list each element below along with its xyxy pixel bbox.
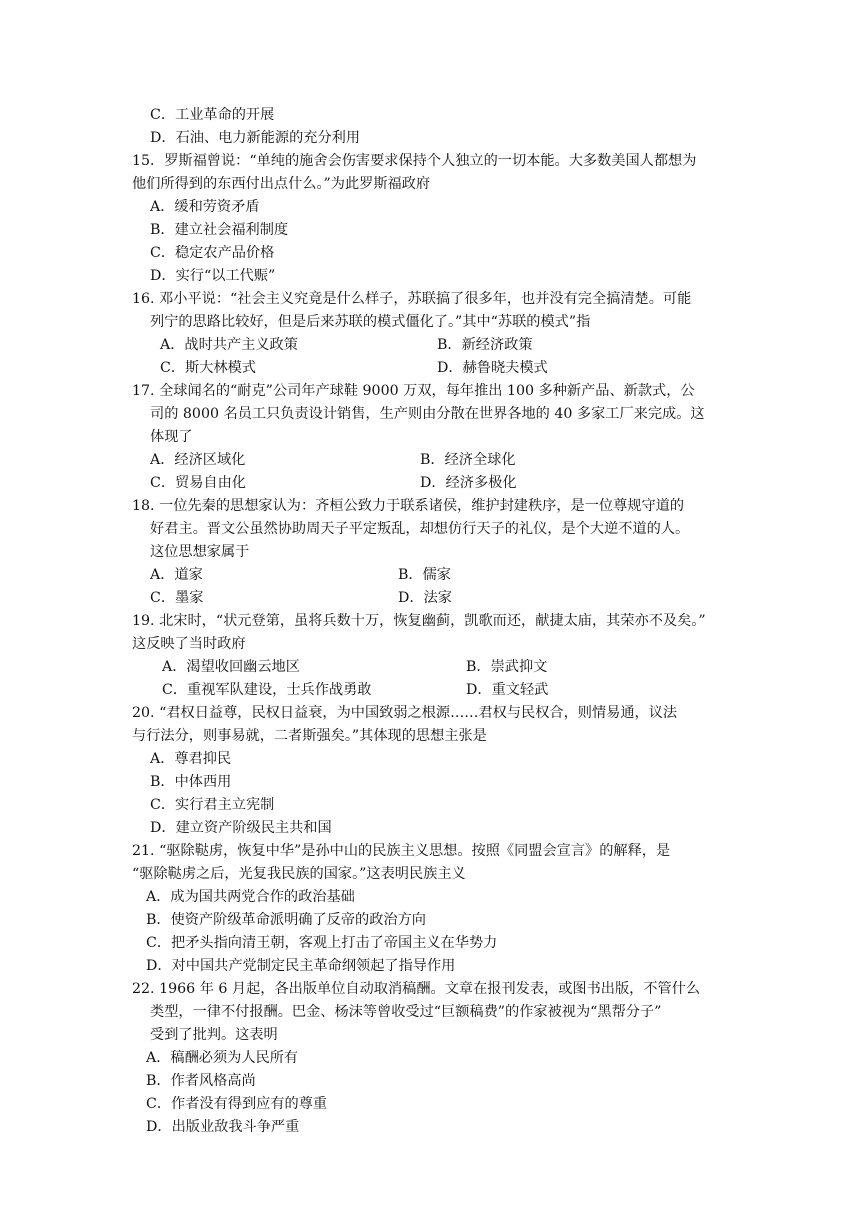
question-15-option-c: C．稳定农产品价格	[150, 245, 275, 261]
question-16-option-a: A．战时共产主义政策	[160, 337, 298, 353]
question-17-option-b: B．经济全球化	[420, 452, 516, 468]
question-21-option-b: B．使资产阶级革命派明确了反帝的政治方向	[146, 912, 426, 928]
question-21-option-d: D．对中国共产党制定民主革命纲领起了指导作用	[146, 958, 456, 974]
question-16-option-c: C．斯大林模式	[160, 360, 256, 376]
question-22-stem: 22. 1966 年 6 月起，各出版单位自动取消稿酬。文章在报刊发表，或图书出版，不管什么	[132, 981, 701, 997]
question-19-option-c: C．重视军队建设，士兵作战勇敢	[162, 682, 372, 698]
question-18-option-d: D．法家	[398, 590, 452, 606]
question-21-option-a: A．成为国共两党合作的政治基础	[146, 889, 355, 905]
question-16-option-d: D．赫鲁晓夫模式	[437, 360, 548, 376]
question-19-option-b: B．崇武抑文	[466, 659, 548, 675]
question-15-option-b: B．建立社会福利制度	[150, 222, 289, 238]
question-18-option-b: B．儒家	[398, 567, 451, 583]
question-22-option-d: D．出版业敌我斗争严重	[146, 1119, 300, 1135]
question-20-option-a: A．尊君抑民	[150, 751, 232, 767]
question-15-stem: 他们所得到的东西付出点什么。”为此罗斯福政府	[132, 176, 431, 192]
question-20-stem: 20. “君权日益尊，民权日益衰，为中国致弱之根源……君权与民权合，则情易通，议法	[132, 705, 678, 721]
question-18-option-a: A．道家	[150, 567, 203, 583]
question-17-stem: 17. 全球闻名的“耐克”公司年产球鞋 9000 万双，每年推出 100 多种新产品、新款式，公	[132, 383, 695, 399]
question-22-stem: 类型，一律不付报酬。巴金、杨沫等曾收受过“巨额稿费”的作家被视为“黑帮分子”	[150, 1004, 662, 1020]
question-21-stem: “驱除鞑虏之后，光复我民族的国家。”这表明民族主义	[132, 866, 466, 882]
question-21-stem: 21. “驱除鞑虏，恢复中华”是孙中山的民族主义思想。按照《同盟会宣言》的解释，是	[132, 843, 671, 859]
question-18-stem: 这位思想家属于	[150, 544, 250, 560]
question-22-stem: 受到了批判。这表明	[150, 1027, 278, 1043]
question-22-option-c: C．作者没有得到应有的尊重	[146, 1096, 328, 1112]
question-17-option-d: D．经济多极化	[420, 475, 517, 491]
question-16-option-b: B．新经济政策	[437, 337, 533, 353]
question-17-option-c: C．贸易自由化	[150, 475, 246, 491]
question-20-option-d: D．建立资产阶级民主共和国	[150, 820, 332, 836]
option-line: D．石油、电力新能源的充分利用	[150, 130, 361, 146]
question-19-option-a: A．渴望收回幽云地区	[162, 659, 300, 675]
question-18-stem: 18. 一位先秦的思想家认为：齐桓公致力于联系诸侯，维护封建秩序，是一位尊规守道的	[132, 498, 685, 514]
question-18-option-c: C．墨家	[150, 590, 204, 606]
question-16-stem: 16. 邓小平说：“社会主义究竟是什么样子，苏联搞了很多年，也并没有完全搞清楚。可能	[132, 291, 692, 307]
option-line: C．工业革命的开展	[150, 107, 275, 123]
question-19-option-d: D．重文轻武	[466, 682, 549, 698]
question-17-stem: 体现了	[150, 429, 193, 445]
question-20-stem: 与行法分，则事易就，二者斯强矣。”其体现的思想主张是	[132, 728, 487, 744]
question-21-option-c: C．把矛头指向清王朝，客观上打击了帝国主义在华势力	[146, 935, 498, 951]
question-19-stem: 这反映了当时政府	[132, 636, 246, 652]
question-15-option-d: D．实行“以工代赈”	[150, 268, 276, 284]
question-18-stem: 好君主。晋文公虽然协助周天子平定叛乱，却想仿行天子的礼仪，是个大逆不道的人。	[150, 521, 690, 537]
question-22-option-a: A．稿酬必须为人民所有	[146, 1050, 299, 1066]
question-15-option-a: A．缓和劳资矛盾	[150, 199, 260, 215]
question-16-stem: 列宁的思路比较好，但是后来苏联的模式僵化了。”其中“苏联的模式”指	[150, 314, 591, 330]
question-20-option-b: B．中体西用	[150, 774, 232, 790]
question-17-option-a: A．经济区域化	[150, 452, 246, 468]
question-15-stem: 15．罗斯福曾说：“单纯的施舍会伤害要求保持个人独立的一切本能。大多数美国人都想为	[132, 153, 697, 169]
question-19-stem: 19. 北宋时，“状元登第，虽将兵数十万，恢复幽蓟，凯歌而还，献捷太庙，其荣亦不及矣。”	[132, 613, 706, 629]
question-17-stem: 司的 8000 名员工只负责设计销售，生产则由分散在世界各地的 40 多家工厂来完成。这	[150, 406, 705, 422]
question-22-option-b: B．作者风格高尚	[146, 1073, 256, 1089]
question-20-option-c: C．实行君主立宪制	[150, 797, 275, 813]
